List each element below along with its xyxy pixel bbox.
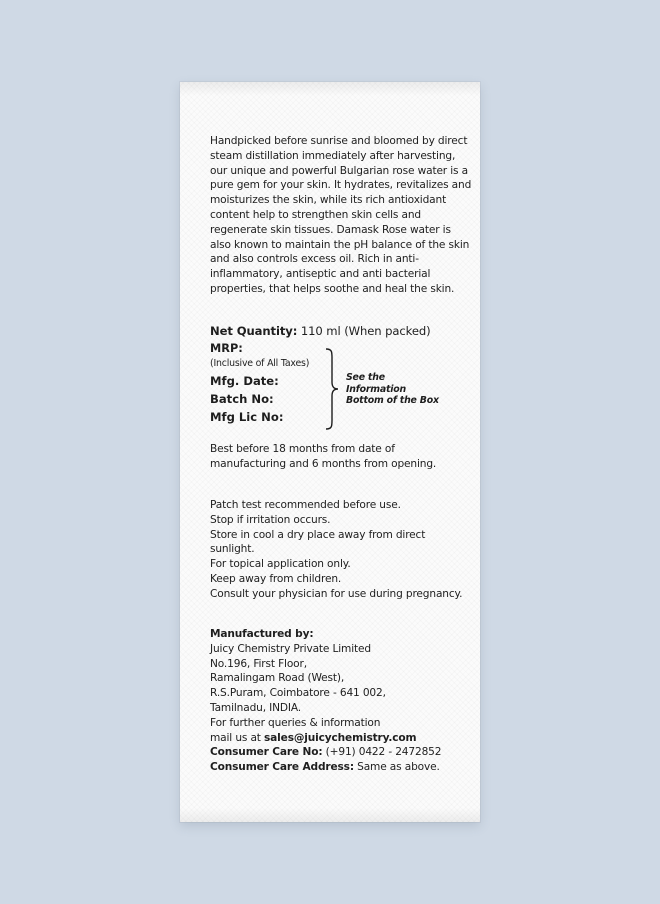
manufacturer-heading: Manufactured by: [210, 628, 314, 640]
product-description: Handpicked before sunrise and bloomed by direct steam distillation immediately after harvesting, our unique and powerful Bulgarian rose water is a pure gem for your skin. It hydrates, revitalizes and moisturizes the skin, while its rich antioxidant content help to strengthen skin cells and regenerate skin tissues. Damask Rose water is also known to maintain the pH balance of the skin and also controls excess oil. Rich in anti-inflammatory, antiseptic and anti bacterial properties, that helps soothe and heal the skin. [210, 135, 472, 295]
consumer-care-address [210, 760, 472, 775]
consumer-care-address-value: Same as above. [353, 761, 440, 774]
manufacturer-address-line: No.196, First Floor, [210, 657, 307, 670]
email-address: sales@juicychemistry.com [264, 731, 417, 744]
warning-item: Keep away from children. [210, 572, 342, 585]
manufacturer-block [210, 627, 472, 775]
batch-no-label: Batch No: [210, 392, 274, 406]
manufacturer-address-line: Ramalingam Road (West), [210, 672, 345, 685]
warning-item: For topical application only. [210, 558, 351, 571]
manufacturer-name: Juicy Chemistry Private Limited [210, 642, 371, 655]
queries-line: For further queries & information [210, 716, 381, 729]
email-prefix: mail us at [210, 731, 265, 744]
mfg-date-label: Mfg. Date: [210, 374, 279, 388]
shelf-life: Best before 18 months from date of manufacturing and 6 months from opening. [210, 443, 437, 470]
see-information-note: See the Information Bottom of the Box [346, 372, 439, 406]
warning-item: Consult your physician for use during pregnancy. [210, 587, 463, 600]
warnings-list [210, 498, 472, 602]
curly-brace-icon [324, 348, 340, 430]
warning-item: Patch test recommended before use. [210, 499, 401, 511]
warning-item: Store in cool a dry place away from direct sunlight. [210, 528, 426, 556]
mrp-label: MRP: [210, 342, 243, 355]
email-line [210, 731, 472, 746]
net-quantity-label: Net Quantity: [210, 324, 298, 338]
consumer-care-number [210, 745, 472, 760]
warning-item: Stop if irritation occurs. [210, 513, 331, 526]
consumer-care-label: Consumer Care No: [210, 746, 323, 759]
product-box-back-panel [180, 82, 480, 822]
manufacturer-address-line: R.S.Puram, Coimbatore - 641 002, [210, 687, 386, 700]
mfg-lic-label: Mfg Lic No: [210, 410, 284, 424]
net-quantity [210, 324, 472, 339]
manufacturer-address-line: Tamilnadu, INDIA. [210, 701, 302, 714]
net-quantity-value: 110 ml (When packed) [297, 324, 431, 338]
consumer-care-value: (+91) 0422 - 2472852 [322, 746, 442, 759]
mrp-tax-note: (Inclusive of All Taxes) [210, 358, 310, 369]
consumer-care-address-label: Consumer Care Address: [210, 761, 354, 774]
